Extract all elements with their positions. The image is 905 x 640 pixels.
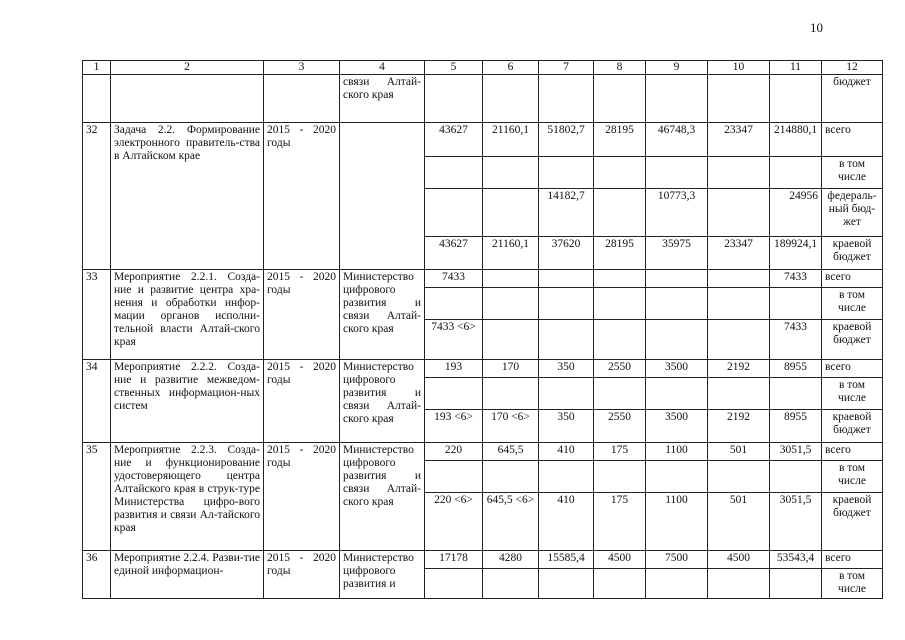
cell	[83, 75, 111, 123]
executor-cell: связи Алтай-ского края	[340, 75, 425, 123]
executor-cell	[340, 123, 425, 270]
value-cell: 3500	[646, 360, 708, 378]
task-name: Задача 2.2. Формирование электронного правитель-ства в Алтайском крае	[111, 123, 264, 270]
value-cell	[770, 461, 822, 493]
value-cell	[539, 157, 594, 189]
value-cell: 4280	[483, 551, 539, 569]
header-cell: 4	[340, 61, 425, 75]
value-cell	[646, 288, 708, 320]
value-cell: 193 <6>	[425, 410, 483, 443]
value-cell	[539, 270, 594, 288]
source-cell: краевой бюджет	[822, 410, 883, 443]
value-cell	[646, 461, 708, 493]
value-cell	[594, 320, 646, 360]
value-cell: 7500	[646, 551, 708, 569]
header-cell: 12	[822, 61, 883, 75]
source-cell: бюджет	[822, 75, 883, 123]
table-row	[83, 551, 883, 569]
years-cell: 2015 - 2020 годы	[264, 360, 340, 443]
value-cell: 35975	[646, 237, 708, 270]
value-cell	[708, 189, 770, 237]
value-cell	[594, 270, 646, 288]
source-cell: всего	[822, 443, 883, 461]
value-cell: 170 <6>	[483, 410, 539, 443]
executor-cell: Министерство цифрового развития и	[340, 551, 425, 599]
cell	[594, 75, 646, 123]
value-cell: 28195	[594, 123, 646, 157]
value-cell	[425, 288, 483, 320]
cell	[425, 75, 483, 123]
value-cell: 189924,1	[770, 237, 822, 270]
value-cell	[539, 569, 594, 599]
header-cell: 2	[111, 61, 264, 75]
value-cell	[594, 288, 646, 320]
value-cell: 2192	[708, 410, 770, 443]
value-cell	[646, 157, 708, 189]
value-cell: 7433	[770, 270, 822, 288]
executor-cell: Министерство цифрового развития и связи Алтай-ского края	[340, 443, 425, 551]
value-cell	[483, 320, 539, 360]
value-cell: 10773,3	[646, 189, 708, 237]
value-cell: 2550	[594, 360, 646, 378]
years-cell: 2015 - 2020 годы	[264, 551, 340, 599]
value-cell: 214880,1	[770, 123, 822, 157]
cell	[646, 75, 708, 123]
value-cell: 350	[539, 360, 594, 378]
source-cell: всего	[822, 551, 883, 569]
value-cell: 37620	[539, 237, 594, 270]
value-cell: 1100	[646, 493, 708, 551]
value-cell	[708, 157, 770, 189]
value-cell: 2550	[594, 410, 646, 443]
value-cell: 23347	[708, 123, 770, 157]
value-cell	[425, 569, 483, 599]
value-cell: 15585,4	[539, 551, 594, 569]
header-cell: 9	[646, 61, 708, 75]
task-name: Мероприятие 2.2.3. Созда-ние и функционирование удостоверяющего центра Алтайского края в струк-туре Министерства цифро-вого развития и связи Ал-тайского края	[111, 443, 264, 551]
cell	[708, 75, 770, 123]
value-cell: 46748,3	[646, 123, 708, 157]
cell	[483, 75, 539, 123]
value-cell: 645,5 <6>	[483, 493, 539, 551]
value-cell	[594, 157, 646, 189]
value-cell: 501	[708, 493, 770, 551]
cell	[770, 75, 822, 123]
header-cell: 1	[83, 61, 111, 75]
value-cell: 2192	[708, 360, 770, 378]
task-name: Мероприятие 2.2.1. Созда-ние и развитие центра хра-нения и обработки инфор-мации органов исполни-тельной власти Алтай-ского края	[111, 270, 264, 360]
source-cell: в том числе	[822, 157, 883, 189]
value-cell: 7433	[425, 270, 483, 288]
value-cell: 8955	[770, 410, 822, 443]
value-cell	[646, 378, 708, 410]
value-cell: 3051,5	[770, 443, 822, 461]
value-cell: 4500	[708, 551, 770, 569]
cell	[264, 75, 340, 123]
header-cell: 3	[264, 61, 340, 75]
table-row	[83, 360, 883, 378]
value-cell: 175	[594, 493, 646, 551]
value-cell	[425, 157, 483, 189]
value-cell: 24956	[770, 189, 822, 237]
value-cell	[483, 378, 539, 410]
table-row	[83, 123, 883, 157]
value-cell: 220	[425, 443, 483, 461]
value-cell	[770, 569, 822, 599]
row-number: 35	[83, 443, 111, 551]
value-cell: 410	[539, 493, 594, 551]
source-cell: краевой бюджет	[822, 320, 883, 360]
task-name: Мероприятие 2.2.2. Созда-ние и развитие межведом-ственных информацион-ных систем	[111, 360, 264, 443]
value-cell	[646, 320, 708, 360]
value-cell	[425, 189, 483, 237]
value-cell	[708, 461, 770, 493]
value-cell	[483, 461, 539, 493]
cell	[111, 75, 264, 123]
task-name: Мероприятие 2.2.4. Разви-тие единой информацион-	[111, 551, 264, 599]
value-cell	[708, 288, 770, 320]
table-row	[83, 443, 883, 461]
years-cell: 2015 - 2020 годы	[264, 123, 340, 270]
header-cell: 6	[483, 61, 539, 75]
value-cell	[708, 270, 770, 288]
header-cell: 5	[425, 61, 483, 75]
table-row	[83, 270, 883, 288]
source-cell: всего	[822, 270, 883, 288]
value-cell	[770, 288, 822, 320]
value-cell: 43627	[425, 123, 483, 157]
header-cell: 7	[539, 61, 594, 75]
value-cell: 175	[594, 443, 646, 461]
value-cell	[539, 461, 594, 493]
years-cell: 2015 - 2020 годы	[264, 270, 340, 360]
value-cell: 8955	[770, 360, 822, 378]
row-number: 33	[83, 270, 111, 360]
value-cell	[483, 189, 539, 237]
value-cell: 220 <6>	[425, 493, 483, 551]
value-cell	[770, 378, 822, 410]
value-cell: 43627	[425, 237, 483, 270]
header-cell: 11	[770, 61, 822, 75]
value-cell	[708, 569, 770, 599]
cell	[539, 75, 594, 123]
value-cell	[483, 270, 539, 288]
value-cell	[594, 461, 646, 493]
source-cell: краевой бюджет	[822, 237, 883, 270]
value-cell	[539, 288, 594, 320]
source-cell: в том числе	[822, 288, 883, 320]
value-cell	[483, 569, 539, 599]
value-cell: 410	[539, 443, 594, 461]
value-cell: 53543,4	[770, 551, 822, 569]
value-cell: 21160,1	[483, 237, 539, 270]
value-cell	[646, 270, 708, 288]
value-cell: 23347	[708, 237, 770, 270]
value-cell	[483, 288, 539, 320]
value-cell: 501	[708, 443, 770, 461]
value-cell	[646, 569, 708, 599]
value-cell: 4500	[594, 551, 646, 569]
header-cell: 10	[708, 61, 770, 75]
value-cell: 193	[425, 360, 483, 378]
source-cell: в том числе	[822, 569, 883, 599]
value-cell	[770, 157, 822, 189]
row-number: 36	[83, 551, 111, 599]
page-number: 10	[810, 20, 823, 35]
value-cell	[594, 189, 646, 237]
value-cell: 1100	[646, 443, 708, 461]
table-row	[83, 75, 883, 123]
value-cell: 28195	[594, 237, 646, 270]
value-cell: 21160,1	[483, 123, 539, 157]
executor-cell: Министерство цифрового развития и связи Алтай-ского края	[340, 270, 425, 360]
value-cell: 7433 <6>	[425, 320, 483, 360]
value-cell	[708, 378, 770, 410]
source-cell: федераль-ный бюд-жет	[822, 189, 883, 237]
value-cell	[539, 378, 594, 410]
value-cell: 3051,5	[770, 493, 822, 551]
budget-table	[82, 60, 883, 599]
row-number: 32	[83, 123, 111, 270]
source-cell: в том числе	[822, 378, 883, 410]
value-cell: 645,5	[483, 443, 539, 461]
value-cell: 51802,7	[539, 123, 594, 157]
header-row	[83, 61, 883, 75]
value-cell	[483, 157, 539, 189]
value-cell: 14182,7	[539, 189, 594, 237]
executor-cell: Министерство цифрового развития и связи Алтай-ского края	[340, 360, 425, 443]
value-cell	[425, 461, 483, 493]
value-cell: 350	[539, 410, 594, 443]
value-cell	[594, 378, 646, 410]
source-cell: всего	[822, 123, 883, 157]
value-cell: 7433	[770, 320, 822, 360]
value-cell: 170	[483, 360, 539, 378]
value-cell	[594, 569, 646, 599]
value-cell	[539, 320, 594, 360]
years-cell: 2015 - 2020 годы	[264, 443, 340, 551]
source-cell: краевой бюджет	[822, 493, 883, 551]
source-cell: всего	[822, 360, 883, 378]
row-number: 34	[83, 360, 111, 443]
value-cell: 3500	[646, 410, 708, 443]
value-cell	[708, 320, 770, 360]
value-cell	[425, 378, 483, 410]
value-cell: 17178	[425, 551, 483, 569]
header-cell: 8	[594, 61, 646, 75]
source-cell: в том числе	[822, 461, 883, 493]
